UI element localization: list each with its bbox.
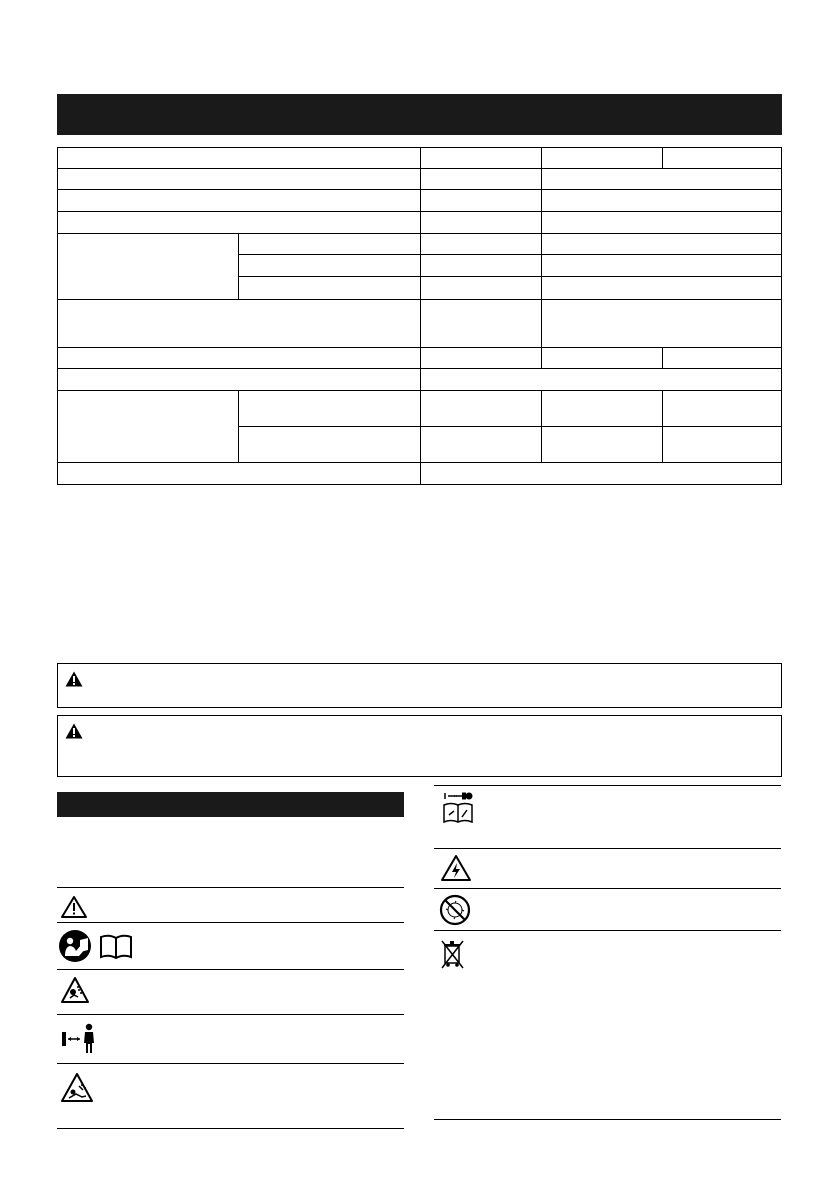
specifications-header-bar (57, 94, 782, 135)
warning-triangle-icon (60, 895, 88, 919)
table-cell (420, 276, 542, 300)
table-cell (57, 147, 421, 169)
table-cell (541, 299, 782, 348)
table-cell (541, 390, 663, 427)
table-cell (420, 168, 542, 190)
divider (57, 1014, 404, 1015)
divider (434, 785, 781, 786)
divider (434, 1119, 781, 1120)
table-cell (57, 211, 421, 234)
table-cell (541, 168, 782, 190)
warning-triangle-icon (65, 671, 83, 687)
divider (434, 888, 781, 889)
table-cell (662, 390, 782, 427)
table-cell (541, 211, 782, 234)
table-cell (420, 211, 542, 234)
table-cell (541, 147, 663, 169)
specifications-table (57, 147, 782, 485)
table-cell (57, 189, 421, 212)
table-cell (238, 390, 421, 427)
divider (57, 922, 404, 923)
table-cell (541, 426, 663, 463)
divider (434, 930, 781, 931)
warning-box-1 (57, 663, 782, 708)
table-cell (541, 347, 663, 369)
electric-shock-icon (440, 854, 472, 882)
divider (57, 1063, 404, 1064)
table-cell (662, 426, 782, 463)
warning-box-2 (57, 715, 782, 777)
table-cell (420, 368, 782, 391)
table-cell (57, 462, 421, 485)
table-cell (420, 233, 542, 255)
warning-triangle-icon (65, 723, 83, 739)
table-cell (238, 254, 421, 277)
divider (57, 887, 404, 888)
no-metal-blade-icon (439, 894, 471, 926)
table-cell (541, 189, 782, 212)
divider (434, 848, 781, 849)
table-cell (420, 254, 542, 277)
table-cell (420, 299, 542, 348)
table-cell (57, 299, 421, 348)
table-cell (238, 276, 421, 300)
table-cell (420, 426, 542, 463)
flying-debris-icon (60, 976, 90, 1004)
table-cell (541, 233, 782, 255)
table-cell (57, 347, 421, 369)
table-cell (57, 390, 239, 463)
thrown-object-icon (60, 1072, 94, 1104)
table-cell (420, 147, 542, 169)
table-cell (541, 276, 782, 300)
table-cell (420, 390, 542, 427)
table-cell (662, 347, 782, 369)
table-cell (420, 462, 782, 485)
table-cell (238, 426, 421, 463)
keep-distance-icon (60, 1022, 100, 1054)
table-cell (662, 147, 782, 169)
divider (57, 1128, 404, 1129)
table-cell (420, 347, 542, 369)
table-cell (238, 233, 421, 255)
table-cell (57, 368, 421, 391)
table-cell (420, 189, 542, 212)
read-manual-icon (59, 929, 135, 963)
table-cell (541, 254, 782, 277)
divider (57, 969, 404, 970)
table-cell (57, 168, 421, 190)
disconnect-before-maintenance-icon (442, 790, 476, 824)
symbols-section-header (57, 792, 404, 817)
no-household-waste-icon (440, 938, 466, 970)
table-cell (57, 233, 239, 300)
